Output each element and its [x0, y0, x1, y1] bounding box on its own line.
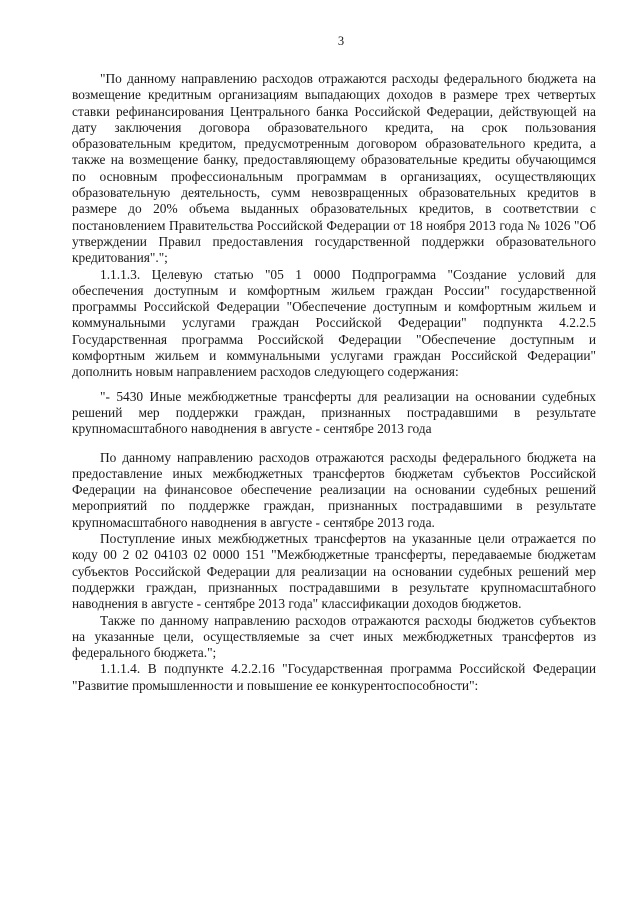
page-number: 3	[337, 34, 345, 48]
paragraph-6: Также по данному направлению расходов отражаются расходы бюджетов субъектов на указанные цели, осуществляемые за счет иных межбюджетных трансфертов из федерального бюджета.";	[72, 612, 596, 661]
paragraph-5: Поступление иных межбюджетных трансфертов на указанные цели отражается по коду 00 2 02 04103 02 0000 151 "Межбюджетные трансферты, передаваемые бюджетам субъектов Российской Федерации для реализации на основании судебных решений мер поддержки граждан, признанных пострадавшими в результате крупномасштабного наводнения в августе - сентябре 2013 года" классификации доходов бюджетов.	[72, 531, 596, 612]
paragraph-4: По данному направлению расходов отражаются расходы федерального бюджета на предоставление иных межбюджетных трансфертов бюджетам субъектов Российской Федерации на финансовое обеспечение реализации на основании судебных решений мероприятий по поддержке граждан, признанных пострадавшими в результате крупномасштабного наводнения в августе - сентябре 2013 года.	[72, 449, 596, 530]
paragraph-7: 1.1.1.4. В подпункте 4.2.2.16 "Государственная программа Российской Федерации "Развитие промышленности и повышение ее конкурентоспособности":	[72, 661, 596, 693]
paragraph-2: 1.1.1.3. Целевую статью "05 1 0000 Подпрограмма "Создание условий для обеспечения доступным и комфортным жильем граждан России" государственной программы Российской Федерации "Обеспечение доступным и комфортным жильем и коммунальными услугами граждан Российской Федерации" подпункта 4.2.2.5 Государственная программа Российской Федерации "Обеспечение доступным и комфортным жильем и коммунальными услугами граждан Российской Федерации" дополнить новым направлением расходов следующего содержания:	[72, 266, 596, 380]
paragraph-3: "- 5430 Иные межбюджетные трансферты для реализации на основании судебных решений мер поддержки граждан, признанных пострадавшими в результате крупномасштабного наводнения в августе - сентябре 2013 года	[72, 388, 596, 437]
paragraph-1: "По данному направлению расходов отражаются расходы федерального бюджета на возмещение кредитным организациям выпадающих доходов в размере трех четвертых ставки рефинансирования Центрального банка Российской Федерации, действующей на дату заключения договора образовательного кредита, на срок пользования образовательным кредитом, предусмотренным договором образовательного кредита, а также на возмещение банку, предоставляющему образовательные кредиты обучающимся по основным профессиональным программам в организациях, осуществляющих образовательную деятельность, сумм невозвращенных образовательных кредитов в размере до 20% объема выданных образовательных кредитов, в соответствии с постановлением Правительства Российской Федерации от 18 ноября 2013 года № 1026 "Об утверждении Правил предоставления государственной поддержки образовательного кредитования".";	[72, 71, 596, 266]
